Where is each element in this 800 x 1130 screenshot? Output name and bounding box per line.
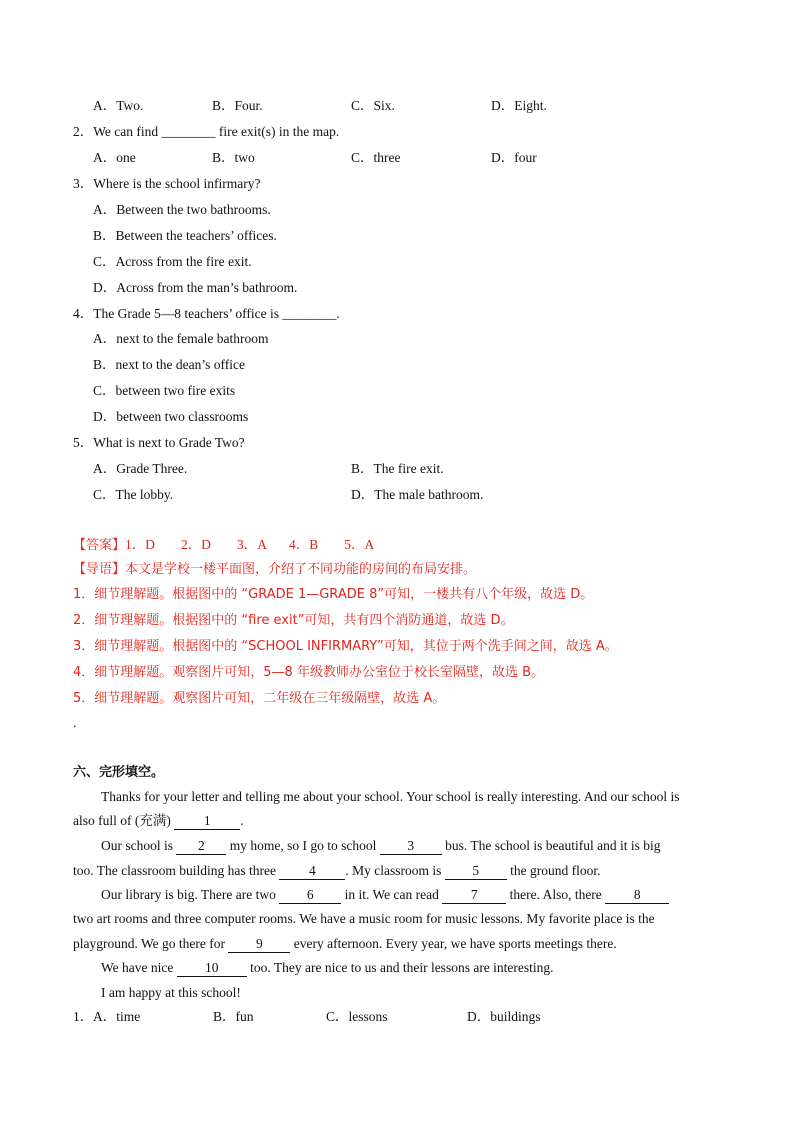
q3-option-c: C．Across from the fire exit. — [93, 254, 252, 269]
passage-text: the ground floor. — [506, 863, 601, 878]
answer-key — [73, 536, 374, 555]
q5-option-a: A．Grade Three. — [93, 461, 188, 476]
answer-item: 5．A — [344, 537, 375, 552]
question-text: fire exit(s) in the map. — [215, 124, 340, 139]
blank-1: 1 — [174, 813, 240, 830]
passage-text: also full of (充满) — [73, 813, 175, 828]
passage-line-6: two art rooms and three computer rooms. We have a music room for music lessons. My favorite place is the — [73, 911, 655, 926]
answer-item: 2．D — [181, 537, 212, 552]
q5-option-d: D．The male bathroom. — [351, 487, 484, 502]
passage-line-5 — [101, 886, 669, 904]
question-number: 3． — [73, 176, 94, 191]
explanation-2: 2．细节理解题。根据图中的 “fire exit”可知，共有四个消防通道，故选 D。 — [73, 613, 514, 628]
passage-line-3 — [101, 837, 660, 855]
cloze-q1-option-b: B．fun — [213, 1009, 254, 1024]
question-number: 2． — [73, 124, 94, 139]
passage-line-2 — [73, 812, 244, 830]
question-5 — [73, 434, 245, 452]
passage-line-9: I am happy at this school! — [101, 985, 241, 1000]
guide-text — [73, 561, 476, 579]
passage-text: bus. The school is beautiful and it is big — [441, 838, 661, 853]
blank-9: 9 — [228, 936, 290, 953]
explanation-5: 5．细节理解题。观察图片可知，二年级在三年级隔壁，故选 A。 — [73, 691, 446, 706]
passage-line-7 — [73, 935, 617, 953]
passage-text: every afternoon. Every year, we have sports meetings there. — [290, 936, 617, 951]
q5-option-b: B．The fire exit. — [351, 461, 444, 476]
question-3 — [73, 175, 260, 193]
cloze-q1-number: 1． — [73, 1009, 94, 1024]
q2-option-c: C．three — [351, 150, 401, 165]
passage-text: too. They are nice to us and their lessons are interesting. — [246, 960, 554, 975]
cloze-q1-option-c: C．lessons — [326, 1009, 388, 1024]
passage-text: in it. We can read — [341, 887, 443, 902]
passage-line-4 — [73, 862, 600, 880]
answer-blank: ________ — [161, 124, 216, 139]
passage-text: my home, so I go to school — [226, 838, 380, 853]
blank-6: 6 — [279, 887, 341, 904]
q1-option-a: A．Two. — [93, 98, 144, 113]
guide-label: 【导语】 — [73, 562, 126, 577]
explanation-3: 3．细节理解题。根据图中的 “SCHOOL INFIRMARY”可知，其位于两个洗手间之间，故选 A。 — [73, 639, 618, 654]
stray-dot: . — [73, 715, 77, 730]
q1-option-b: B．Four. — [212, 98, 263, 113]
passage-text: playground. We go there for — [73, 936, 229, 951]
passage-text: too. The classroom building has three — [73, 863, 280, 878]
guide-content: 本文是学校一楼平面图，介绍了不同功能的房间的布局安排。 — [125, 562, 477, 577]
passage-text: We have nice — [101, 960, 177, 975]
q2-option-d: D．four — [491, 150, 537, 165]
question-text: Where is the school infirmary? — [93, 176, 261, 191]
blank-8: 8 — [605, 887, 669, 904]
explanation-1: 1．细节理解题。根据图中的 “GRADE 1—GRADE 8”可知，一楼共有八个年级，故选 D。 — [73, 587, 594, 602]
q4-option-b: B．next to the dean’s office — [93, 357, 245, 372]
q5-option-c: C．The lobby. — [93, 487, 174, 502]
blank-5: 5 — [445, 863, 507, 880]
q3-option-a: A．Between the two bathrooms. — [93, 202, 271, 217]
passage-text: there. Also, there — [506, 887, 606, 902]
question-text: We can find — [93, 124, 162, 139]
q1-option-c: C．Six. — [351, 98, 395, 113]
q3-option-b: B．Between the teachers’ offices. — [93, 228, 277, 243]
cloze-q1-option-d: D．buildings — [467, 1009, 541, 1024]
q4-option-a: A．next to the female bathroom — [93, 331, 269, 346]
q3-option-d: D．Across from the man’s bathroom. — [93, 280, 298, 295]
question-2 — [73, 123, 339, 141]
passage-text: Our library is big. There are two — [101, 887, 280, 902]
q4-option-d: D．between two classrooms — [93, 409, 249, 424]
passage-text: Our school is — [101, 838, 177, 853]
cloze-q1-option-a: A．time — [93, 1009, 141, 1024]
passage-text: . — [240, 813, 244, 828]
q1-option-d: D．Eight. — [491, 98, 547, 113]
question-text: What is next to Grade Two? — [93, 435, 245, 450]
passage-text: . My classroom is — [345, 863, 445, 878]
q2-option-a: A．one — [93, 150, 136, 165]
question-text: The Grade 5—8 teachers’ office is ________. — [93, 306, 340, 321]
blank-7: 7 — [442, 887, 506, 904]
answer-item: 4．B — [289, 537, 319, 552]
section-title: 六、完形填空。 — [73, 765, 165, 780]
q4-option-c: C．between two fire exits — [93, 383, 236, 398]
passage-line-1: Thanks for your letter and telling me about your school. Your school is really interesting. And our school is — [101, 789, 680, 804]
answer-item: 3．A — [237, 537, 268, 552]
blank-4: 4 — [279, 863, 345, 880]
answer-item: 1．D — [125, 537, 156, 552]
answer-label: 【答案】 — [73, 538, 126, 553]
question-4 — [73, 305, 340, 323]
explanation-4: 4．细节理解题。观察图片可知，5—8 年级教师办公室位于校长室隔壁，故选 B。 — [73, 665, 544, 680]
question-number: 5． — [73, 435, 94, 450]
blank-2: 2 — [176, 838, 226, 855]
passage-line-8 — [101, 959, 554, 977]
q2-option-b: B．two — [212, 150, 255, 165]
blank-3: 3 — [380, 838, 442, 855]
question-number: 4． — [73, 306, 94, 321]
blank-10: 10 — [177, 960, 247, 977]
